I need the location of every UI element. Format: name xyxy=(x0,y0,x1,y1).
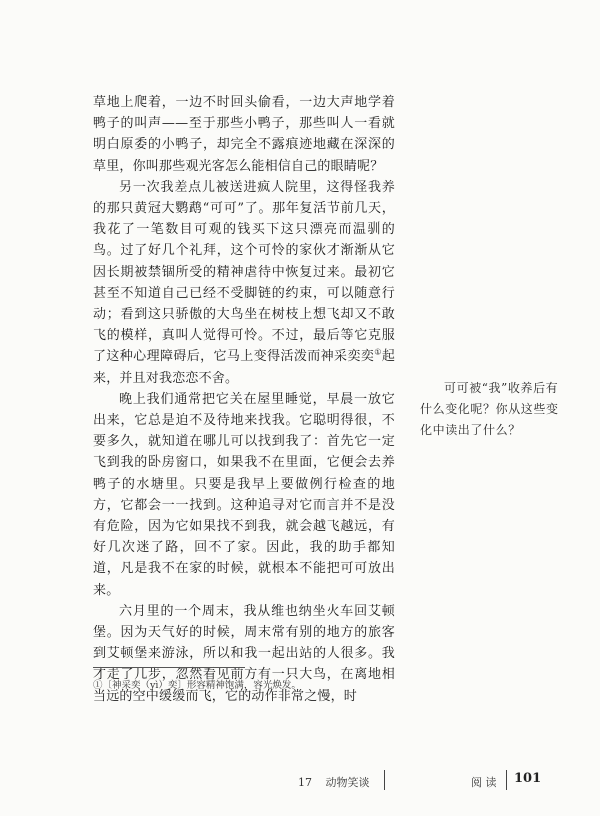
lesson-number: 17 xyxy=(298,776,312,789)
footer-section: 阅 读 xyxy=(471,776,497,789)
footnote: ①〔神采奕（yì）奕〕形容精神饱满，容光焕发。 xyxy=(93,680,301,691)
paragraph-2-tail: 起来，并且对我恋恋不舍。 xyxy=(93,349,396,386)
footnote-marker: ① xyxy=(374,348,382,358)
lesson-title: 动物笑谈 xyxy=(325,776,370,789)
footer-divider-left xyxy=(384,770,385,790)
paragraph-3: 晚上我们通常把它关在屋里睡觉，早晨一放它出来，它总是迫不及待地来找我。它聪明得很，不要多久，就知道在哪儿可以找到我了：首先它一定飞到我的卧房窗口，如果我不在里面，它便会去养鸭子的水塘里。只要是我早上要做例行检查的地方，它都会一一找到。这种追寻对它而言并不是没有危险，因为它如果找不到我，就会越飞越远，有好几次迷了路，回不了家。因此，我的助手都知道，凡是我不在家的时候，就根本不能把可可放出来。 xyxy=(93,391,395,598)
margin-question-text: 可可被“我”收养后有什么变化呢？你从这些变化中读出了什么？ xyxy=(420,381,559,437)
paragraph-4: 六月里的一个周末，我从维也纳坐火车回艾顿堡。因为天气好的时候，周末常有别的地方的旅客到艾顿堡来游泳，所以和我一起出站的人很多。我才走了几步，忽然看见前方有一只大鸟，在离地相当远的空中缓缓而飞，它的动作非常之慢，时 xyxy=(93,603,395,704)
paragraph-1: 草地上爬着，一边不时回头偷看，一边大声地学着鸭子的叫声——至于那些小鸭子，那些叫人一看就明白原委的小鸭子，却完全不露痕迹地藏在深深的草里，你叫那些观光客怎么能相信自己的眼睛呢？ xyxy=(93,95,395,174)
footer-lesson xyxy=(298,774,370,790)
paragraph-2 xyxy=(93,177,395,389)
margin-question xyxy=(420,378,570,441)
body-text xyxy=(93,92,395,707)
page-number: 101 xyxy=(514,771,542,786)
paragraph-2-text: 另一次我差点儿被送进疯人院里，这得怪我养的那只黄冠大鹦鹉“可可”了。那年复活节前几天，我花了一笔数目可观的钱买下这只漂亮而温驯的鸟。过了好几个礼拜，这个可怜的家伙才渐渐从它因长期被禁锢所受的精神虐待中恢复过来。最初它甚至不知道自己已经不受脚链的约束，可以随意行动；看到这只骄傲的大鸟坐在树枝上想飞却又不敢飞的模样，真叫人觉得可怜。不过，最后等它克服了这种心理障碍后，它马上变得活泼而神采奕奕 xyxy=(93,179,395,365)
footer-divider-right xyxy=(506,770,507,790)
footnote-divider xyxy=(93,667,245,668)
